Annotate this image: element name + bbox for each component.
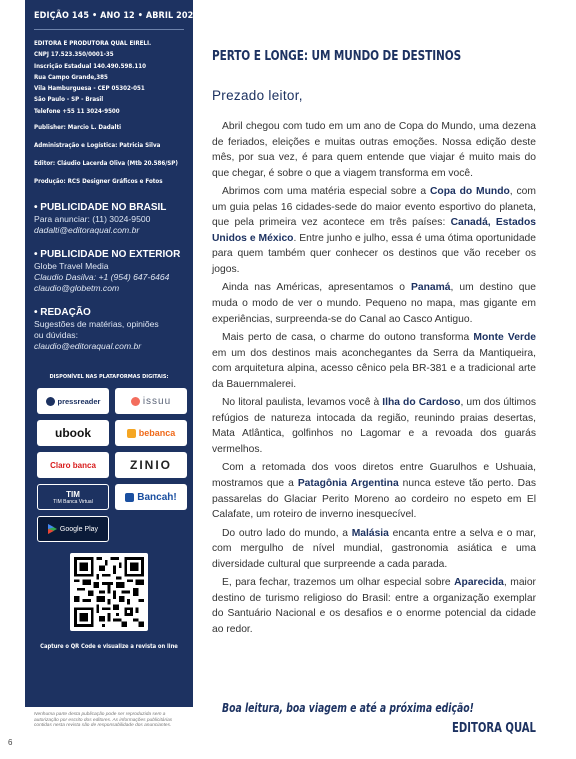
company-name: EDITORA E PRODUTORA QUAL EIRELI.: [34, 40, 152, 47]
signature: EDITORA QUAL: [452, 721, 536, 736]
contact-advertising-abroad: [34, 249, 184, 295]
logo-label: ubook: [55, 426, 91, 441]
credit-publisher: Publisher: Marcio L. Dadalti: [34, 124, 122, 132]
paragraph: Mais perto de casa, o charme do outono transforma Monte Verde em um dos destinos mais aconchegantes da Serra da Mantiqueira, com arquitetura alpina, acesso cênico pela BR-381 e a tradicional arte da Bauernmalerei.: [212, 332, 536, 390]
claro-banca-logo[interactable]: [37, 452, 109, 478]
bancah-icon: [125, 493, 134, 502]
highlight: Copa do Mundo: [429, 186, 510, 198]
address-city: São Paulo - SP - Brasil: [34, 96, 104, 104]
address-district: Vila Hamburguesa - CEP 05302-051: [34, 85, 145, 93]
pressreader-icon: [46, 397, 55, 406]
platform-logos: [37, 388, 184, 542]
logo-label: bebanca: [138, 428, 176, 439]
paragraph: E, para fechar, trazemos um olhar especial sobre Aparecida, maior destino de turismo religioso do Brasil: entre a organização exemplar do Santuário Nacional e os desafios e o enorme potencial da cidade ao redor.: [212, 577, 536, 635]
pressreader-logo[interactable]: [37, 388, 109, 414]
contact-newsroom: [34, 307, 184, 353]
edition-line: EDIÇÃO 145 • ANO 12 • ABRIL 2026: [34, 11, 184, 30]
highlight: Aparecida: [454, 577, 504, 589]
bebanca-logo[interactable]: [115, 420, 187, 446]
article-greeting: Prezado leitor,: [212, 88, 303, 103]
address-street: Rua Campo Grande,385: [34, 73, 108, 81]
qr-caption: Capture o QR Code e visualize a revista on line: [40, 644, 178, 651]
contact-title: • PUBLICIDADE NO EXTERIOR: [34, 248, 181, 260]
paragraph: Abril chegou com tudo em um ano de Copa do Mundo, uma dezena de feriados, eleições e muitas outras emoções. Nossa edição deste mês, por sua vez, é para quem entende que viajar é muito mais do que chegar, é sobre o que a viagem transforma em você.: [212, 121, 536, 179]
ubook-logo[interactable]: [37, 420, 109, 446]
legal-disclaimer: Nenhuma parte desta publicação pode ser reproduzida sem a autorização por escrito dos editores. As informações publicitárias contidas nesta revista são de responsabilidade dos anunciantes.: [34, 712, 173, 729]
contact-phone: Claudio Dasilva: +1 (954) 647-6464: [34, 271, 170, 282]
contact-title: • PUBLICIDADE NO BRASIL: [34, 202, 167, 214]
page-number: 6: [8, 738, 13, 747]
highlight: Patagônia Argentina: [297, 478, 399, 490]
highlight: Malásia: [351, 527, 389, 539]
contact-description: ou dúvidas:: [34, 329, 78, 340]
logo-label: ZINIO: [130, 458, 172, 473]
bancah-logo[interactable]: [115, 484, 187, 510]
paragraph: Com a retomada dos voos diretos entre Guarulhos e Ushuaia, mostramos que a Patagônia Argentina nunca esteve tão perto. Das passarelas do Glaciar Perito Moreno ao cordeiro no espeto em El Calafate, um roteiro de inverno inesquecível.: [212, 462, 536, 521]
qr-code[interactable]: [70, 553, 148, 631]
highlight: Canadá, Estados Unidos e México: [212, 217, 536, 244]
contact-description: Sugestões de matérias, opiniões: [34, 318, 159, 329]
issuu-logo[interactable]: [115, 388, 187, 414]
contact-title: • REDAÇÃO: [34, 306, 91, 318]
state-registration: Inscrição Estadual 140.490.598.110: [34, 62, 147, 70]
highlight: Ilha do Cardoso: [382, 397, 461, 409]
contact-phone: Para anunciar: (11) 3024-9500: [34, 214, 151, 225]
article-body: [212, 119, 536, 641]
cnpj: CNPJ 17.523.350/0001-35: [34, 51, 114, 59]
closing-line: Boa leitura, boa viagem e até a próxima edição!: [222, 701, 474, 715]
masthead-sidebar: [25, 0, 200, 707]
contact-company: Globe Travel Media: [34, 260, 109, 271]
logo-label: Claro banca: [50, 460, 96, 470]
paragraph: Ainda nas Américas, apresentamos o Panamá, um destino que muda o modo de ver o mundo. Pequeno no mapa, mas gigante em experiências, surpreenda-se do Canal ao Casco Antiguo.: [212, 282, 536, 325]
contact-email-link[interactable]: claudio@globetm.com: [34, 283, 120, 294]
paragraph: No litoral paulista, levamos você à Ilha do Cardoso, um dos últimos refúgios de natureza intocada da região, reunindo praias desertas, Mata Atlântica, golfinhos no Lagomar e a revoada dos guarás vermelhos.: [212, 397, 537, 455]
credit-editor: Editor: Cláudio Lacerda Oliva (Mtb 20.586/SP): [34, 160, 178, 168]
credit-production: Produção: RCS Designer Gráficos e Fotos: [34, 178, 163, 186]
platforms-title: DISPONÍVEL NAS PLATAFORMAS DIGITAIS:: [49, 374, 169, 381]
google-play-logo[interactable]: [37, 516, 109, 542]
article-headline: PERTO E LONGE: UM MUNDO DE DESTINOS: [212, 48, 462, 64]
zinio-logo[interactable]: [115, 452, 187, 478]
contact-advertising-brazil: [34, 202, 184, 237]
company-phone: Telefone +55 11 3024-9500: [34, 107, 120, 115]
logo-label: Bancah!: [137, 491, 177, 503]
logo-label: issuu: [142, 395, 172, 407]
google-play-icon: [48, 524, 57, 534]
contact-email-link[interactable]: dadalti@editoraqual.com.br: [34, 225, 140, 236]
issuu-icon: [131, 397, 140, 406]
highlight: Monte Verde: [473, 332, 536, 344]
tim-banca-virtual-logo[interactable]: [37, 484, 109, 510]
highlight: Panamá: [411, 282, 451, 294]
publisher-info: [34, 38, 184, 117]
logo-label: Google Play: [59, 525, 99, 533]
paragraph: Do outro lado do mundo, a Malásia encanta entre a selva e o mar, com mergulho de nível mundial, gastronomia asiática e uma diversidade cultural que surpreende a cada parada.: [212, 527, 536, 570]
logo-label: TIM: [66, 489, 80, 499]
bebanca-icon: [127, 429, 136, 438]
paragraph: Abrimos com uma matéria especial sobre a Copa do Mundo, com um guia pelas 16 cidades-sede do maior evento esportivo do planeta, que pela primeira vez acontece em três países: Canadá, Estados Unidos e México. Entre junho e julho, essa é uma ótima oportunidade para quem também quer conhecer os destinos que vão receber os jogos.: [212, 186, 536, 275]
contact-email-link[interactable]: claudio@editoraqual.com.br: [34, 341, 142, 352]
credit-admin: Administração e Logística: Patricia Silva: [34, 142, 161, 150]
logo-label: pressreader: [57, 396, 101, 406]
logo-sublabel: TIM Banca Virtual: [53, 498, 93, 505]
qr-code-icon: [74, 557, 144, 627]
